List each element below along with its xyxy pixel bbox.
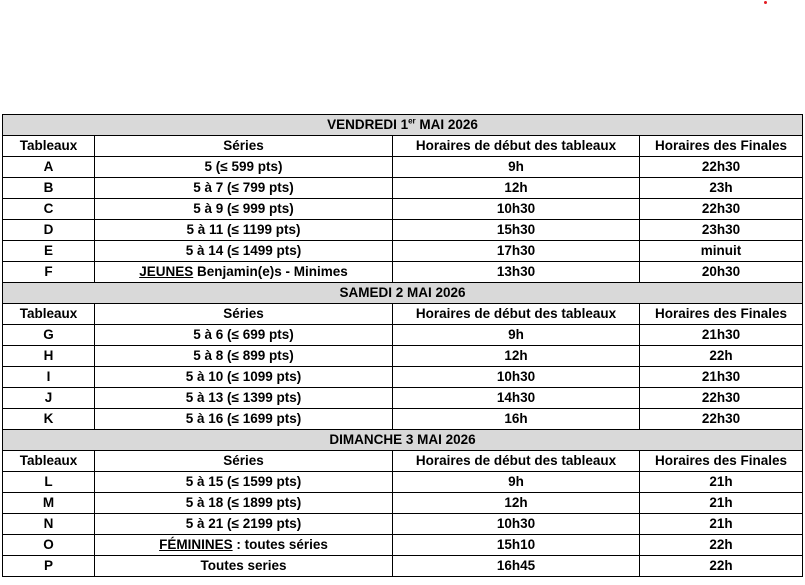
cell-serie: Toutes series [95,556,393,577]
table-row [3,535,803,556]
table-row [3,178,803,199]
cell-finale: 20h30 [640,262,803,283]
cell-finale: 23h [640,178,803,199]
cell-finale: 22h [640,535,803,556]
cell-debut: 12h [393,178,640,199]
cell-finale: 22h [640,556,803,577]
cell-serie: 5 à 13 (≤ 1399 pts) [95,388,393,409]
cell-tableau: B [3,178,95,199]
cell-debut: 9h [393,157,640,178]
table-row [3,409,803,430]
cell-finale: 22h30 [640,388,803,409]
table-row [3,220,803,241]
header-finales: Horaires des Finales [640,136,803,157]
serie-underlined: FÉMININES [159,537,233,552]
cell-serie: 5 à 9 (≤ 999 pts) [95,199,393,220]
day-title-row [3,283,803,304]
cell-finale: 22h30 [640,199,803,220]
cell-debut: 12h [393,346,640,367]
serie-underlined: JEUNES [139,264,194,279]
header-debut: Horaires de début des tableaux [393,304,640,325]
cell-debut: 16h45 [393,556,640,577]
table-row [3,556,803,577]
cell-tableau: K [3,409,95,430]
cell-tableau: J [3,388,95,409]
cell-serie: 5 à 14 (≤ 1499 pts) [95,241,393,262]
cell-tableau: O [3,535,95,556]
cell-tableau: G [3,325,95,346]
cell-debut: 10h30 [393,367,640,388]
day-title: DIMANCHE 3 MAI 2026 [3,430,803,451]
schedule-table [2,114,803,577]
header-tableaux: Tableaux [3,136,95,157]
cell-debut: 14h30 [393,388,640,409]
cell-finale: 23h30 [640,220,803,241]
cell-serie: 5 à 6 (≤ 699 pts) [95,325,393,346]
cell-finale: 22h30 [640,409,803,430]
cell-serie: 5 à 10 (≤ 1099 pts) [95,367,393,388]
cell-serie: 5 à 16 (≤ 1699 pts) [95,409,393,430]
cell-debut: 9h [393,472,640,493]
cell-finale: 21h [640,493,803,514]
cell-tableau: A [3,157,95,178]
table-row [3,199,803,220]
cell-debut: 9h [393,325,640,346]
day-title: SAMEDI 2 MAI 2026 [3,283,803,304]
table-row [3,157,803,178]
table-row [3,346,803,367]
cell-finale: 21h30 [640,367,803,388]
cell-finale: 21h [640,472,803,493]
header-row [3,136,803,157]
table-row [3,472,803,493]
cell-finale: 22h [640,346,803,367]
red-dot-mark [764,1,767,4]
cell-debut: 13h30 [393,262,640,283]
table-row [3,325,803,346]
cell-debut: 15h10 [393,535,640,556]
cell-debut: 15h30 [393,220,640,241]
header-finales: Horaires des Finales [640,451,803,472]
cell-tableau: P [3,556,95,577]
cell-finale: minuit [640,241,803,262]
cell-finale: 22h30 [640,157,803,178]
table-row [3,262,803,283]
cell-debut: 10h30 [393,199,640,220]
table-row [3,241,803,262]
serie-rest: Benjamin(e)s - Minimes [193,264,348,279]
cell-serie: 5 à 18 (≤ 1899 pts) [95,493,393,514]
header-debut: Horaires de début des tableaux [393,451,640,472]
day-title-row [3,115,803,136]
table-row [3,388,803,409]
cell-tableau: H [3,346,95,367]
cell-tableau: C [3,199,95,220]
header-tableaux: Tableaux [3,304,95,325]
cell-serie: 5 à 15 (≤ 1599 pts) [95,472,393,493]
cell-debut: 16h [393,409,640,430]
cell-tableau: D [3,220,95,241]
cell-tableau: F [3,262,95,283]
cell-tableau: L [3,472,95,493]
cell-tableau: I [3,367,95,388]
header-series: Séries [95,451,393,472]
cell-serie [95,535,393,556]
cell-tableau: N [3,514,95,535]
cell-tableau: E [3,241,95,262]
cell-debut: 17h30 [393,241,640,262]
serie-rest: : toutes séries [232,537,328,552]
day-title: VENDREDI 1er MAI 2026 [3,115,803,136]
cell-serie: 5 à 11 (≤ 1199 pts) [95,220,393,241]
cell-debut: 10h30 [393,514,640,535]
cell-serie [95,262,393,283]
table-row [3,493,803,514]
cell-finale: 21h30 [640,325,803,346]
header-debut: Horaires de début des tableaux [393,136,640,157]
cell-serie: 5 (≤ 599 pts) [95,157,393,178]
header-finales: Horaires des Finales [640,304,803,325]
day-title-row [3,430,803,451]
table-row [3,514,803,535]
header-series: Séries [95,136,393,157]
header-tableaux: Tableaux [3,451,95,472]
cell-serie: 5 à 8 (≤ 899 pts) [95,346,393,367]
cell-finale: 21h [640,514,803,535]
cell-tableau: M [3,493,95,514]
cell-serie: 5 à 21 (≤ 2199 pts) [95,514,393,535]
header-row [3,304,803,325]
table-row [3,367,803,388]
header-series: Séries [95,304,393,325]
cell-serie: 5 à 7 (≤ 799 pts) [95,178,393,199]
cell-debut: 12h [393,493,640,514]
header-row [3,451,803,472]
